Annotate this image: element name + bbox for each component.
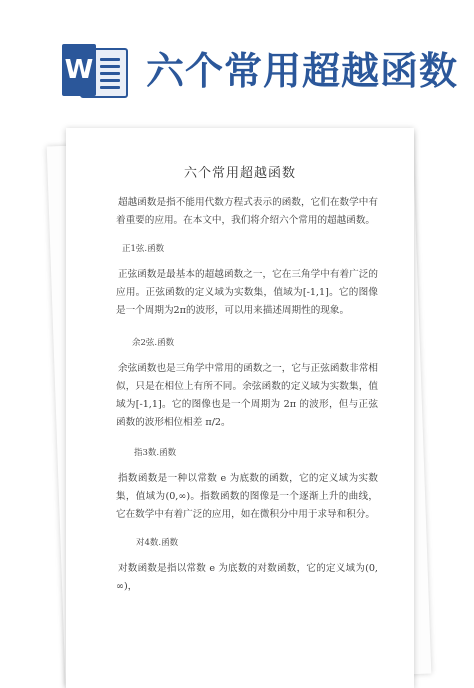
section-heading-sine: 正1弦.函数 xyxy=(122,244,165,254)
word-logo-letter: W xyxy=(62,44,96,96)
section-body-sine: 正弦函数是最基本的超越函数之一，它在三角学中有着广泛的应用。正弦函数的定义域为实数集，值域为[-1,1]。它的图像是一个周期为2π的波形，可以用来描述周期性的现象。 xyxy=(116,269,378,316)
section-heading-cosine: 余2弦.函数 xyxy=(132,338,175,348)
intro-paragraph: 超越函数是指不能用代数方程式表示的函数，它们在数学中有着重要的应用。在本文中，我们将介绍六个常用的超越函数。 xyxy=(116,197,378,226)
section-heading-exponential: 指3数.函数 xyxy=(134,448,177,458)
banner-title: 六个常用超越函数 xyxy=(146,49,459,93)
banner xyxy=(0,0,474,115)
word-document-icon xyxy=(62,44,126,96)
section-body-cosine: 余弦函数也是三角学中常用的函数之一，它与正弦函数非常相似，只是在相位上有所不同。余弦函数的定义域为实数集，值域为[-1,1]。它的图像也是一个周期为 2π 的波形，但与正弦函数的波形相位相差 π/2。 xyxy=(116,363,378,428)
section-body-exponential: 指数函数是一种以常数 e 为底数的函数，它的定义域为实数集，值域为(0,∞)。指数函数的图像是一个逐渐上升的曲线，它在数学中有着广泛的应用，如在微积分中用于求导和积分。 xyxy=(116,473,378,520)
document-title: 六个常用超越函数 xyxy=(183,166,296,181)
section-heading-logarithm: 对4数.函数 xyxy=(136,538,179,548)
section-body-logarithm: 对数函数是指以常数 e 为底数的对数函数，它的定义域为(0,∞)， xyxy=(116,563,378,592)
document-page xyxy=(66,128,414,688)
